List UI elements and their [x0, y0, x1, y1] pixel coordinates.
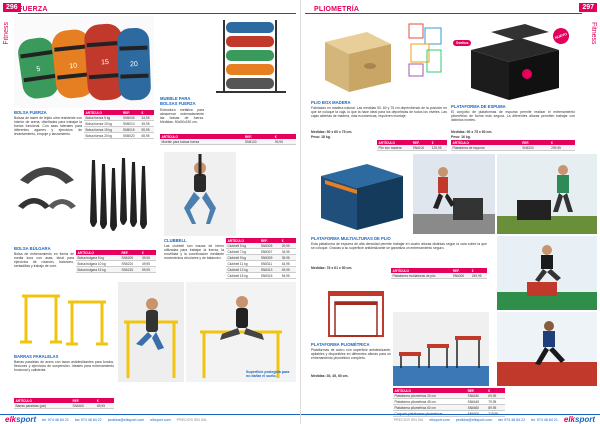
bulgarian-bag-illustration: [14, 152, 80, 212]
cell-ref: SN5205: [120, 255, 141, 261]
cell-ref: SN6445: [466, 399, 487, 405]
plio-platform-measures: Medidas: 30, 45, 60 cm.: [311, 374, 349, 378]
clubbell-table: [226, 238, 296, 279]
parallel-exercise-illustration: [118, 282, 184, 382]
cell-price: 29,95: [280, 243, 296, 249]
section-title-fuerza: FUERZA: [18, 6, 48, 13]
cell-ref: SN5315: [259, 273, 280, 279]
footer-left: [0, 414, 300, 424]
footer-web[interactable]: elksport.com: [429, 417, 450, 422]
cell-price: 34,95: [140, 115, 154, 121]
col-ref: REF.: [71, 398, 95, 403]
col-ref: REF.: [411, 140, 430, 145]
table-row: [76, 267, 156, 273]
parallel-title: BARRAS PARALELAS: [14, 354, 59, 359]
vertical-label-right: Fitness: [590, 22, 597, 45]
logo-part-a: elk: [5, 415, 17, 424]
wood-box-measures: Medidas: 50 x 60 x 75 cm.: [311, 130, 353, 134]
cell-article: Plataforma multialturas de plio: [391, 273, 451, 279]
cell-article: Bolsa fuerza 10 kg: [84, 121, 121, 127]
table-row: [226, 273, 296, 279]
multi-box-measures: Medidas: 76 x 61 x 50 cm.: [311, 266, 353, 270]
sandbag-desc: Bolsas de lastre de tejido ultra resistente con interior de arena, diseñadas para trabajar la fuerza funcional. Con asas laterales para diferentes agarres y ejercicios de levantamiento, empuje y lanzamiento.: [14, 116, 82, 137]
footer-right: [301, 414, 600, 424]
foam-platform-table: [451, 140, 575, 151]
parallel-bars-illustration: [14, 282, 114, 352]
cell-price: 49,95: [141, 261, 157, 267]
plio-platform-image: [321, 284, 391, 340]
cell-price: 45,95: [140, 121, 154, 127]
plio-platform-desc: Plataformas de acero con superficie antideslizante, apilables y disponibles en diferentes alturas para un entrenamiento pliométrico completo.: [311, 348, 391, 361]
table-row: [160, 139, 296, 145]
cell-article: Clubbell 15 kg: [226, 273, 259, 279]
bulgarian-title: BOLSA BÚLGARA: [14, 246, 51, 251]
clubbell-title: CLUBBELL: [164, 238, 187, 243]
cell-article: Bolsa búlgara 10 kg: [76, 261, 120, 267]
rack-image: [206, 16, 296, 94]
cell-ref: SN6100: [411, 145, 430, 151]
cell-article: Conjunto plataformas pliométricas: [393, 411, 466, 417]
parallel-bars-image: [14, 282, 114, 352]
foam-platform-desc: El conjunto de plataformas de espuma permite realizar el entrenamiento pliométrico de forma más segura. La diferentes alturas permiten trabajar con distintos niveles.: [451, 110, 575, 123]
cell-price: 39,95: [280, 255, 296, 261]
parallel-exercise-illustration-2: [186, 282, 296, 382]
rack-desc: Estructura metálica para almacenar ordenadamente las bolsas de fuerza. Medidas: 50x50x150 cm.: [160, 108, 204, 125]
cell-article: Clubbell 7 kg: [226, 249, 259, 255]
cell-ref: SN5309: [259, 255, 280, 261]
col-articulo: ARTÍCULO: [14, 398, 71, 403]
col-price: €: [141, 250, 157, 255]
foam-platform-specs-line: [451, 130, 575, 134]
col-ref: REF.: [466, 388, 487, 393]
cell-ref: SN6430: [466, 393, 487, 399]
foam-platform-title: PLATAFORMA DE ESPUMA: [451, 104, 506, 109]
footer-phone: tel. 974 48 84 21: [531, 417, 558, 422]
footer-fax: fax 974 48 84 22: [498, 417, 526, 422]
cell-article: Plataforma pliométrica 45 cm: [393, 399, 466, 405]
foam-platform-illustration: [451, 20, 567, 102]
cell-price: 39,95: [141, 255, 157, 261]
logo-part-b: sport: [575, 415, 595, 424]
cell-ref: SN6200: [521, 145, 550, 151]
table-row: [377, 145, 447, 151]
col-price: €: [140, 110, 154, 115]
col-price: €: [550, 140, 575, 145]
cell-article: Bolsa búlgara 15 kg: [76, 267, 120, 273]
col-price: €: [95, 398, 114, 403]
right-page: [300, 0, 600, 424]
wood-box-image: [311, 18, 401, 98]
image-caption: Superficie protegida para no dañar el suelo.: [246, 370, 290, 379]
bulgarian-table: [76, 250, 156, 273]
cell-article: Clubbell 13 kg: [226, 267, 259, 273]
table-row: [14, 403, 114, 409]
cell-price: 49,95: [280, 267, 296, 273]
cell-ref: SN6460: [466, 405, 487, 411]
col-articulo: ARTÍCULO: [226, 238, 259, 243]
clubbells-illustration: [84, 152, 160, 236]
cell-ref: SN5215: [120, 267, 141, 273]
sandbag-table: [84, 110, 154, 139]
cell-ref: SN5400: [71, 403, 95, 409]
wood-box-desc: Fabricado en madera natural. Las medidas 50, 60 y 75 cm dependiendo de la posición en que se coloque la caja, lo que la hace ideal para los deportistas de todos los niveles. Las cajas abiertas de madera, más económicas, requieren montaje.: [311, 106, 447, 119]
clubbell-exercise-photo: [164, 152, 236, 236]
foam-platform-weight: Peso: 16 kg.: [451, 135, 471, 139]
rack-table: [160, 134, 296, 145]
box-jump-illustration: [413, 154, 495, 234]
cell-article: Mueble para bolsas fuerza: [160, 139, 243, 145]
cell-ref: SN5005: [121, 115, 140, 121]
col-ref: REF.: [521, 140, 550, 145]
col-articulo: ARTÍCULO: [377, 140, 411, 145]
cell-article: Bolsa fuerza 5 kg: [84, 115, 121, 121]
col-price: €: [470, 268, 487, 273]
sandbags-image: [14, 16, 154, 108]
col-articulo: ARTÍCULO: [391, 268, 451, 273]
svg-text:5: 5: [36, 65, 41, 74]
clubbell-exercise-illustration: [164, 152, 236, 236]
plio-platform-table: [393, 388, 505, 417]
plio-cubes-illustration: [405, 18, 445, 78]
cell-article: Clubbell 9 kg: [226, 255, 259, 261]
box-jump-photo-1: [413, 154, 495, 234]
multi-height-box-illustration: [311, 154, 411, 234]
cell-price: 89,95: [95, 403, 114, 409]
cell-price: 69,95: [487, 393, 505, 399]
svg-text:15: 15: [100, 58, 110, 67]
plio-cubes-image: [405, 18, 445, 78]
cell-ref: SN5305: [259, 243, 280, 249]
cell-price: 54,95: [280, 273, 296, 279]
plio-platform-illustration: [321, 284, 391, 340]
box-jump-illustration-2: [497, 154, 597, 234]
wood-box-illustration: [311, 18, 401, 98]
table-row: [84, 133, 154, 139]
clubbell-desc: Las clubbell son mazas de hierro utilizadas para trabajar la fuerza, la movilidad y la coordinación mediante movimientos circulares y de balanceo.: [164, 244, 224, 261]
sandbags-illustration: [14, 16, 154, 108]
footer-fax: fax 974 48 84 22: [74, 417, 102, 422]
athlete-run-photo: [497, 312, 597, 386]
cell-article: Barras paralelas (par): [14, 403, 71, 409]
table-row: [451, 145, 575, 151]
cell-article: Clubbell 5 kg: [226, 243, 259, 249]
clubbells-image: [84, 152, 160, 236]
athlete-run-illustration: [497, 312, 597, 386]
parallel-bars-photo-2: [186, 282, 296, 382]
cell-ref: SN6300: [451, 273, 470, 279]
header-rule-right: [305, 13, 582, 14]
col-ref: REF.: [120, 250, 141, 255]
footer-email[interactable]: pedidos@elksport.com: [107, 417, 145, 422]
col-articulo: ARTÍCULO: [84, 110, 121, 115]
cell-price: 249,95: [470, 273, 487, 279]
elksport-logo: [5, 415, 36, 424]
cell-ref: SN5020: [121, 133, 140, 139]
box-jump-photo-2: [497, 154, 597, 234]
svg-text:10: 10: [69, 62, 78, 71]
multi-box-title: PLATAFORMA MULTIALTURAS DE PLIO: [311, 236, 391, 241]
foam-platform-measures: Medidas: 90 x 75 x 60 cm.: [451, 130, 493, 134]
footer-prices-note: PRECIOS SIN IVA: [393, 417, 424, 422]
plio-platforms-track-illustration: [393, 312, 489, 386]
logo-part-b: sport: [16, 415, 37, 424]
cell-price: 99,95: [273, 139, 296, 145]
col-ref: REF.: [121, 110, 140, 115]
vertical-label-left: Fitness: [3, 22, 10, 45]
cell-article: Bolsa fuerza 20 kg: [84, 133, 121, 139]
col-price: €: [280, 238, 296, 243]
section-title-pliometria: PLIOMETRÍA: [314, 6, 360, 13]
footer-email[interactable]: pedidos@elksport.com: [455, 417, 493, 422]
cell-price: 89,95: [487, 405, 505, 411]
col-articulo: ARTÍCULO: [160, 134, 243, 139]
multi-height-box-image: [311, 154, 411, 234]
footer-prices-note: PRECIOS SIN IVA: [176, 417, 207, 422]
cell-price: 55,95: [140, 127, 154, 133]
col-price: €: [487, 388, 505, 393]
foam-platform-weight-line: [451, 135, 575, 139]
cell-price: 59,95: [141, 267, 157, 273]
sveltus-brand-badge: Sveltus: [453, 40, 471, 46]
cell-ref: SN5210: [120, 261, 141, 267]
wood-box-title: PLIO BOX MADERA: [311, 100, 351, 105]
multi-box-desc: Esta plataforma de espuma de alta densidad permite trabajar en cuatro alturas distintas según la cara sobre la que se coloque. Gracias a su superficie antideslizante se garantiza un entrenamiento seguro.: [311, 242, 487, 251]
col-ref: REF.: [259, 238, 280, 243]
footer-web[interactable]: elksport.com: [150, 417, 171, 422]
elksport-logo: [564, 415, 595, 424]
cell-price: 299,95: [550, 145, 575, 151]
page-number-left: 296: [3, 3, 21, 12]
athlete-jump-illustration: [497, 236, 597, 310]
parallel-table: [14, 398, 114, 409]
rack-title: MUEBLE PARA BOLSAS FUERZA: [160, 96, 196, 106]
header-rule-left: [18, 13, 296, 14]
cell-price: 65,95: [140, 133, 154, 139]
cell-ref: SN5010: [121, 121, 140, 127]
cell-ref: SN5313: [259, 267, 280, 273]
plio-platform-title: PLATAFORMA PLIOMÉTRICA: [311, 342, 370, 347]
cell-price: 129,95: [430, 145, 447, 151]
col-articulo: ARTÍCULO: [76, 250, 120, 255]
col-price: €: [273, 134, 296, 139]
logo-part-a: elk: [563, 415, 575, 424]
cell-article: Bolsa búlgara 5 kg: [76, 255, 120, 261]
col-articulo: ARTÍCULO: [451, 140, 521, 145]
parallel-desc: Barras paralelas de acero con tacos antideslizantes para fondos, flexiones y ejercicios de suspensión. Ideales para entrenamiento funcional y calistenia.: [14, 360, 114, 373]
cell-price: 219,95: [487, 411, 505, 417]
col-ref: REF.: [451, 268, 470, 273]
table-row: [391, 273, 487, 279]
wood-box-weight-line: [311, 135, 447, 139]
cell-article: Clubbell 11 kg: [226, 261, 259, 267]
cell-article: Plataforma pliométrica 60 cm: [393, 405, 466, 411]
parallel-bars-photo-1: [118, 282, 184, 382]
cell-article: Plio box madera: [377, 145, 411, 151]
cell-article: Plataforma de espuma: [451, 145, 521, 151]
athlete-jump-photo: [497, 236, 597, 310]
cell-ref: SN5100: [243, 139, 273, 145]
wood-box-weight: Peso: 18 kg.: [311, 135, 331, 139]
foam-platform-image: [451, 20, 567, 102]
svg-text:20: 20: [130, 61, 139, 69]
footer-phone: tel. 974 48 84 21: [42, 417, 69, 422]
bulgarian-desc: Bolsa de entrenamiento en forma de media luna con asas, ideal para ejercicios de rotación, balanceo, sentadillas y trabajo de core.: [14, 252, 74, 269]
col-articulo: ARTÍCULO: [393, 388, 466, 393]
col-ref: REF.: [243, 134, 273, 139]
sandbag-title: BOLSA FUERZA: [14, 110, 47, 115]
wood-box-table: [377, 140, 447, 151]
cell-price: 44,95: [280, 261, 296, 267]
cell-ref: SN5311: [259, 261, 280, 267]
wood-box-specs: [311, 130, 447, 134]
cell-article: Bolsa fuerza 15 kg: [84, 127, 121, 133]
multi-box-table: [391, 268, 487, 279]
cell-ref: SN6400: [466, 411, 487, 417]
cell-price: 79,95: [487, 399, 505, 405]
cell-ref: SN5307: [259, 249, 280, 255]
col-price: €: [430, 140, 447, 145]
plio-platform-measures-line: [311, 374, 391, 378]
cell-price: 34,95: [280, 249, 296, 255]
plio-platforms-track-photo: [393, 312, 489, 386]
cell-ref: SN5015: [121, 127, 140, 133]
rack-illustration: [206, 16, 296, 94]
page-number-right: 297: [579, 3, 597, 12]
cell-article: Plataforma pliométrica 30 cm: [393, 393, 466, 399]
bulgarian-bag-images: [14, 152, 80, 212]
nuevo-badge: NUEVO: [551, 26, 572, 47]
